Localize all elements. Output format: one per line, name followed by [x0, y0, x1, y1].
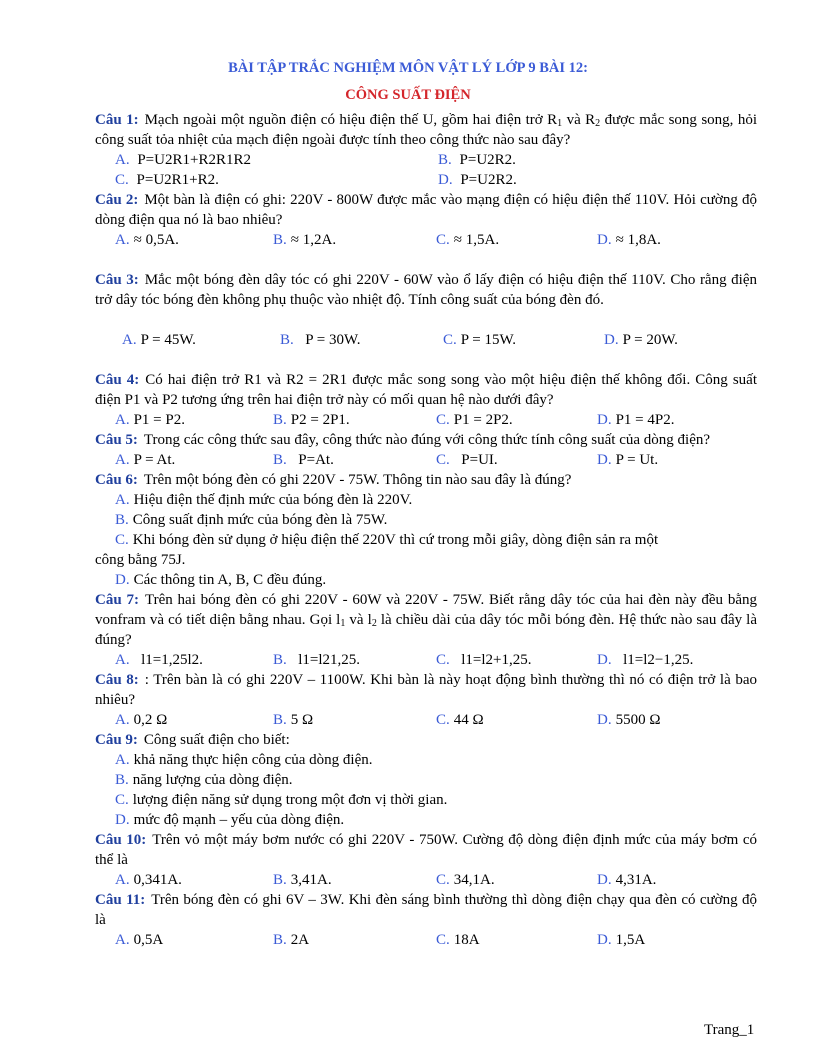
- option-d: D. mức độ mạnh – yếu của dòng điện.: [115, 812, 345, 828]
- question-3: Câu 3: Mắc một bóng đèn dây tóc có ghi 220V - 60W vào ổ lấy điện có hiệu điện thế 110V. Cho rằng điện trở dây tóc bóng đèn không phụ thuộc vào nhiệt độ. Tính công suất của bóng đèn đó.: [95, 272, 758, 308]
- options-row: [95, 870, 757, 890]
- question-8: Câu 8: : Trên bàn là có ghi 220V – 1100W. Khi bàn là này hoạt động bình thường thì nó có điện trở là bao nhiêu?: [95, 672, 757, 708]
- option-b: B. 3,41A.: [273, 872, 332, 888]
- option-c: C. ≈ 1,5A.: [436, 232, 500, 248]
- option-d: D. 1,5A: [597, 932, 646, 948]
- option-c: C. 44 Ω: [436, 712, 484, 728]
- question-7: Câu 7: Trên hai bóng đèn có ghi 220V - 60W và 220V - 75W. Biết rằng dây tóc của hai đèn này đều bằng vonfram và có tiết diện bằng nhau. Gọi $l_1$ và $l_2$ là chiều dài của dây tóc mỗi bóng đèn. Hệ thức nào sau đây là đúng?: [95, 592, 757, 648]
- options-row: [95, 450, 757, 470]
- option-a: A. 0,2 Ω: [115, 712, 168, 728]
- option-d: D. l1=l2−1,25.: [597, 652, 694, 668]
- question-11: Câu 11: Trên bóng đèn có ghi 6V – 3W. Khi đèn sáng bình thường thì dòng điện chạy qua đèn có cường độ là: [95, 892, 757, 928]
- question-6: Câu 6: Trên một bóng đèn có ghi 220V - 75W. Thông tin nào sau đây là đúng?: [95, 472, 572, 488]
- option-c: C. P=U2R1+R2.: [115, 172, 219, 188]
- option-b: B. P2 = 2P1.: [273, 412, 350, 428]
- options-row: [102, 330, 757, 350]
- option-d: D. P = Ut.: [597, 452, 659, 468]
- option-c: C. P = 15W.: [443, 332, 517, 348]
- question-number: Câu 10:: [95, 832, 147, 848]
- option-a: A. P = 45W.: [122, 332, 196, 348]
- question-number: Câu 9:: [95, 732, 138, 748]
- option-a: A. P=U2R1+R2R1R2: [115, 152, 251, 168]
- question-number: Câu 7:: [95, 592, 139, 608]
- question-number: Câu 11:: [95, 892, 146, 908]
- spacer: [95, 310, 757, 330]
- option-b: B. Công suất định mức của bóng đèn là 75W.: [115, 512, 388, 528]
- option-c: C. 18A: [436, 932, 480, 948]
- option-b: B. ≈ 1,2A.: [273, 232, 337, 248]
- option-a: A. P1 = P2.: [115, 412, 185, 428]
- options-row: [95, 150, 757, 170]
- question-5: Câu 5: Trong các công thức sau đây, công thức nào đúng với công thức tính công suất của dòng điện?: [95, 432, 711, 448]
- option-d: D. 5500 Ω: [597, 712, 661, 728]
- options-row: [95, 710, 757, 730]
- option-b: B. P=U2R2.: [438, 152, 516, 168]
- spacer: [95, 250, 757, 270]
- question-number: Câu 6:: [95, 472, 138, 488]
- option-d: D. ≈ 1,8A.: [597, 232, 661, 248]
- question-2: Câu 2: Một bàn là điện có ghi: 220V - 800W được mắc vào mạng điện có hiệu điện thế 110V. Hỏi cường độ dòng điện qua nó là bao nhiêu?: [95, 192, 757, 228]
- option-c: C. lượng điện năng sử dụng trong một đơn vị thời gian.: [115, 792, 448, 808]
- option-c: C. P=UI.: [436, 452, 498, 468]
- option-b: B. 2A: [273, 932, 310, 948]
- option-d: D. P = 20W.: [604, 332, 678, 348]
- question-number: Câu 4:: [95, 372, 140, 388]
- option-d: D. P=U2R2.: [438, 172, 517, 188]
- question-number: Câu 5:: [95, 432, 138, 448]
- option-b: B. P=At.: [273, 452, 334, 468]
- options-row: [95, 650, 757, 670]
- question-9: Câu 9: Công suất điện cho biết:: [95, 732, 290, 748]
- option-b: B. 5 Ω: [273, 712, 314, 728]
- question-number: Câu 8:: [95, 672, 139, 688]
- option-b: B. P = 30W.: [280, 332, 361, 348]
- options-row: [95, 930, 757, 950]
- option-c: C. l1=l2+1,25.: [436, 652, 532, 668]
- option-d: D. P1 = 4P2.: [597, 412, 675, 428]
- spacer: [95, 350, 757, 370]
- option-c: C. P1 = 2P2.: [436, 412, 513, 428]
- option-b: B. năng lượng của dòng điện.: [115, 772, 293, 788]
- option-d: D. 4,31A.: [597, 872, 657, 888]
- option-a: A. 0,341A.: [115, 872, 182, 888]
- option-b: B. l1=l21,25.: [273, 652, 361, 668]
- options-row: [95, 170, 757, 190]
- question-number: Câu 2:: [95, 192, 139, 208]
- options-row: [95, 410, 757, 430]
- document-subtitle: CÔNG SUẤT ĐIỆN: [345, 87, 471, 103]
- option-a: A. P = At.: [115, 452, 176, 468]
- option-a: A. khả năng thực hiện công của dòng điện.: [115, 752, 373, 768]
- option-d: D. Các thông tin A, B, C đều đúng.: [115, 572, 327, 588]
- question-number: Câu 1:: [95, 112, 139, 128]
- question-number: Câu 3:: [95, 272, 139, 288]
- option-c: C. Khi bóng đèn sử dụng ở hiệu điện thế 220V thì cứ trong mỗi giây, dòng điện sản ra một: [115, 532, 659, 548]
- document-title: BÀI TẬP TRẮC NGHIỆM MÔN VẬT LÝ LỚP 9 BÀI 12:: [228, 60, 588, 76]
- question-list: [95, 110, 757, 950]
- page-number: Trang_1: [704, 1022, 755, 1038]
- question-4: Câu 4: Có hai điện trở R1 và R2 = 2R1 được mắc song song vào một hiệu điện thế không đổi. Công suất điện P1 và P2 tương ứng trên hai điện trở này có mối quan hệ nào dưới đây?: [95, 372, 758, 408]
- question-1: Câu 1: Mạch ngoài một nguồn điện có hiệu điện thế U, gồm hai điện trở $R_1$ và $R_2$ được mắc song song, hỏi công suất tỏa nhiệt của mạch điện ngoài được tính theo công thức nào sau đây?: [95, 112, 758, 148]
- option-c: C. 34,1A.: [436, 872, 495, 888]
- options-row: [95, 230, 757, 250]
- option-a: A. l1=1,25l2.: [115, 652, 203, 668]
- option-a: A. 0,5A: [115, 932, 164, 948]
- question-10: Câu 10: Trên vỏ một máy bơm nước có ghi 220V - 750W. Cường độ dòng điện định mức của máy bơm có thể là: [95, 832, 758, 868]
- option-a: A. Hiệu điện thế định mức của bóng đèn là 220V.: [115, 492, 413, 508]
- option-c-continued: công bằng 75J.: [95, 552, 186, 568]
- option-a: A. ≈ 0,5A.: [115, 232, 179, 248]
